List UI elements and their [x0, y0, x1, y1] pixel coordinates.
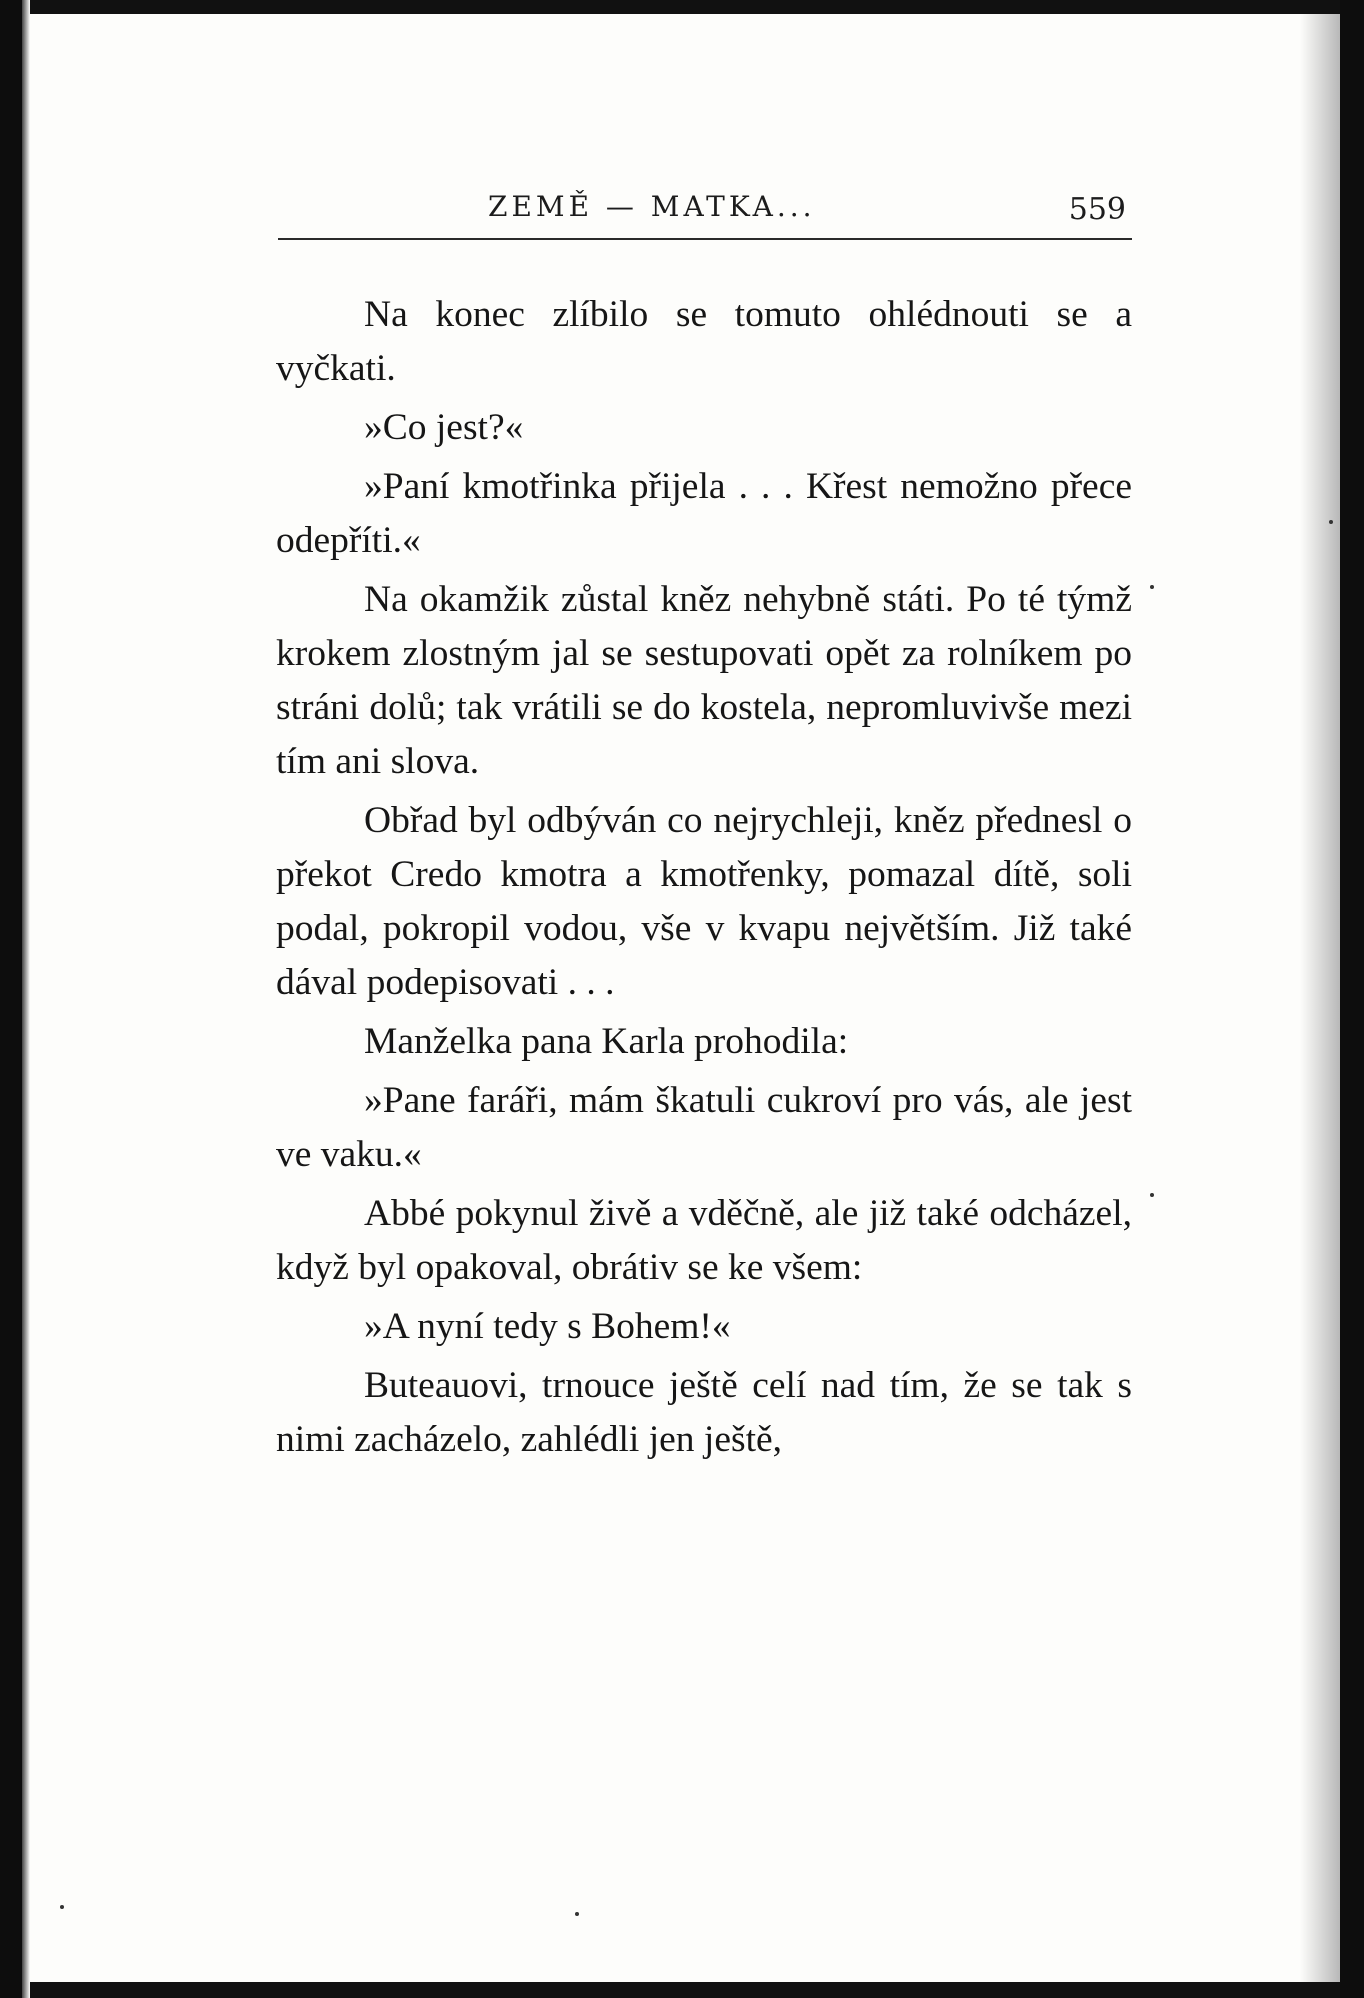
right-scan-edge [1340, 0, 1364, 1998]
bottom-scan-edge [0, 1982, 1364, 1998]
header-rule [278, 238, 1132, 240]
paragraph: Manželka pana Karla prohodila: [364, 1021, 849, 1062]
left-gutter-shadow [22, 0, 30, 1998]
paragraph: »Paní kmotřinka přijela . . . Křest nemožno přece odepříti.« [276, 466, 1132, 561]
paragraph: Obřad byl odbýván co nejrychleji, kněz přednesl o překot Credo kmotra a kmotřenky, pomazal dítě, soli podal, pokropil vodou, vše v kvapu největším. Již také dával podepisovati . . . [276, 800, 1132, 1003]
paragraph: »A nyní tedy s Bohem!« [364, 1306, 731, 1347]
paragraph: Na okamžik zůstal kněz nehybně státi. Po té týmž krokem zlostným jal se sestupovati opět za rolníkem po stráni dolů; tak vrátili se do kostela, nepromluvivše mezi tím ani slova. [276, 579, 1132, 782]
page-number: 559 [1068, 192, 1126, 227]
scan-speck [1150, 1193, 1154, 1197]
scan-speck [1150, 585, 1154, 589]
paragraph: »Pane faráři, mám škatuli cukroví pro vás, ale jest ve vaku.« [276, 1080, 1132, 1175]
scan-speck [60, 1905, 64, 1909]
running-head [278, 180, 1132, 240]
scan-speck [1329, 520, 1333, 524]
paragraph: Abbé pokynul živě a vděčně, ale již také odcházel, když byl opakoval, obrátiv se ke všem: [276, 1193, 1132, 1288]
left-scan-edge [0, 0, 22, 1998]
body-text [276, 288, 1132, 1472]
paragraph: Na konec zlíbilo se tomuto ohlédnouti se a vyčkati. [276, 294, 1132, 389]
top-scan-edge [0, 0, 1364, 14]
running-head-title: ZEMĚ — MATKA... [488, 190, 816, 223]
paragraph: »Co jest?« [364, 407, 524, 448]
right-page-shadow [1300, 0, 1340, 1998]
scan-speck [575, 1912, 579, 1916]
paragraph: Buteauovi, trnouce ještě celí nad tím, že se tak s nimi zacházelo, zahlédli jen ještě, [276, 1365, 1132, 1460]
